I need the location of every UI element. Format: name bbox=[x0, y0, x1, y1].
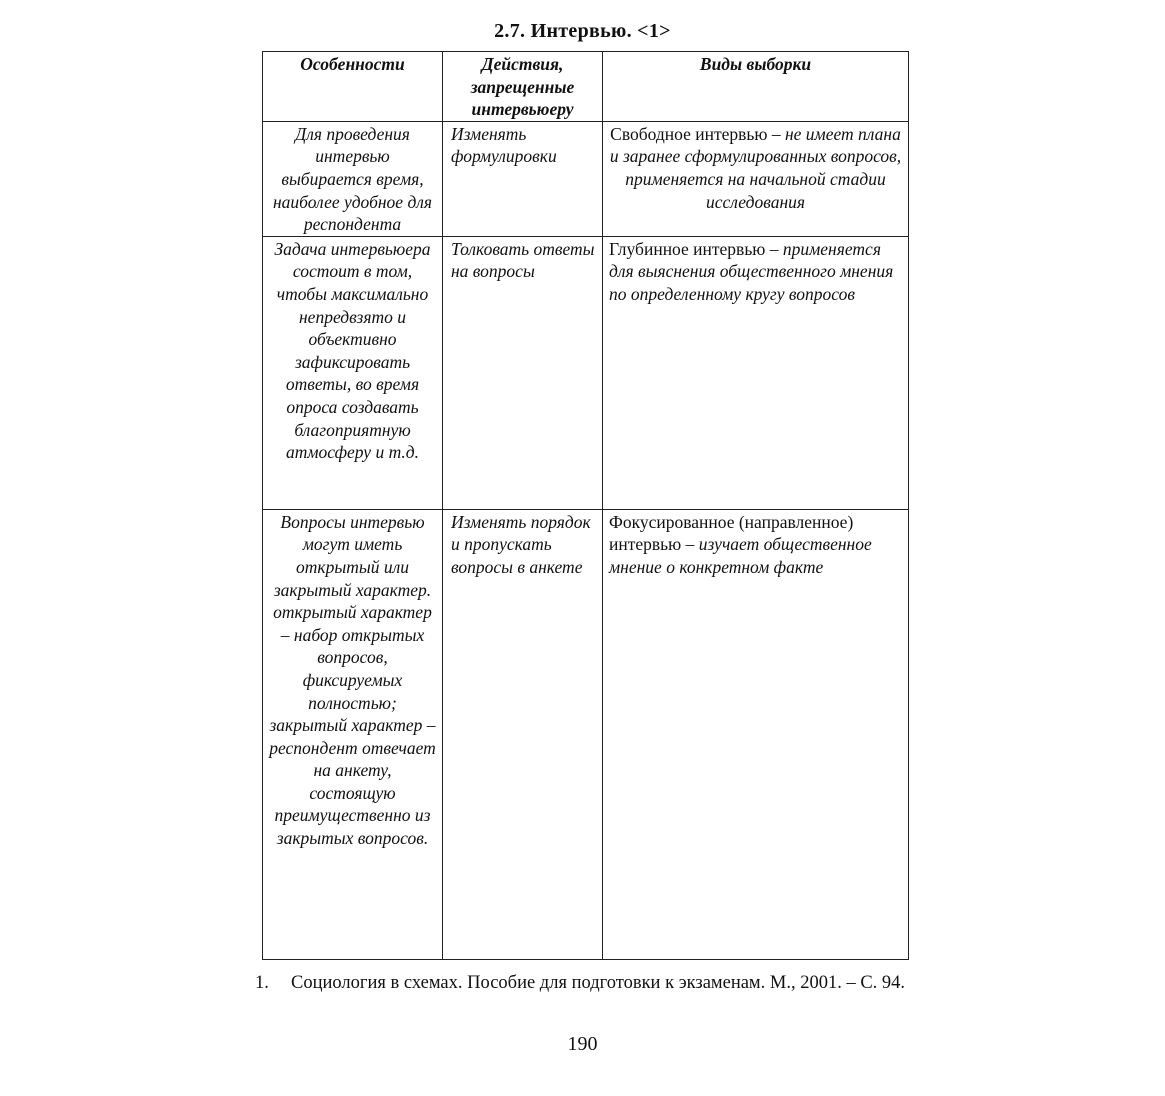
sample-type-term: Свободное интервью bbox=[610, 123, 768, 144]
forbidden-action-cell: Толковать ответы на вопросы bbox=[443, 236, 603, 509]
table-row bbox=[263, 236, 909, 509]
sample-type-cell bbox=[603, 509, 909, 959]
sample-type-term: Глубинное интервью bbox=[609, 238, 766, 259]
sample-type-cell bbox=[603, 121, 909, 236]
features-cell: Для проведения интервью выбирается время, наиболее удобное для респондента bbox=[263, 121, 443, 236]
sample-type-cell bbox=[603, 236, 909, 509]
sample-type-term: Фокусированное (направленное) интервью bbox=[609, 511, 854, 555]
sample-type-description: – не имеет плана и заранее сформулированных вопросов, применяется на начальной стадии исследования bbox=[609, 123, 902, 212]
features-cell: Вопросы интервью могут иметь открытый или закрытый характер. открытый характер – набор открытых вопросов, фиксируемых полностью; закрытый характер – респондент отвечает на анкету, состоящую преимущественно из закрытых вопросов. bbox=[263, 509, 443, 959]
page-number: 190 bbox=[567, 1033, 598, 1055]
table-row bbox=[263, 509, 909, 959]
table-header-row bbox=[263, 52, 909, 122]
sample-type-description: – изучает общественное мнение о конкретном факте bbox=[609, 534, 872, 577]
interview-table bbox=[262, 51, 909, 960]
forbidden-action-cell: Изменять порядок и пропускать вопросы в анкете bbox=[443, 509, 603, 959]
footnote-text: Социология в схемах. Пособие для подготовки к экзаменам. М., 2001. – С. 94. bbox=[291, 973, 906, 993]
features-cell: Задача интервьюера состоит в том, чтобы максимально непредвзято и объективно зафиксировать ответы, во время опроса создавать благоприятную атмосферу и т.д. bbox=[263, 236, 443, 509]
footnote bbox=[255, 971, 915, 995]
header-sample-types: Виды выборки bbox=[603, 52, 909, 122]
header-features: Особенности bbox=[263, 52, 443, 122]
header-forbidden-actions: Действия, запрещенные интервьюеру bbox=[443, 52, 603, 122]
table-row bbox=[263, 121, 909, 236]
page-title: 2.7. Интервью. <1> bbox=[494, 20, 671, 42]
sample-type-description: – применяется для выяснения общественного мнения по определенному кругу вопросов bbox=[609, 238, 894, 304]
footnote-number: 1. bbox=[255, 973, 269, 993]
forbidden-action-cell: Изменять формулировки bbox=[443, 121, 603, 236]
